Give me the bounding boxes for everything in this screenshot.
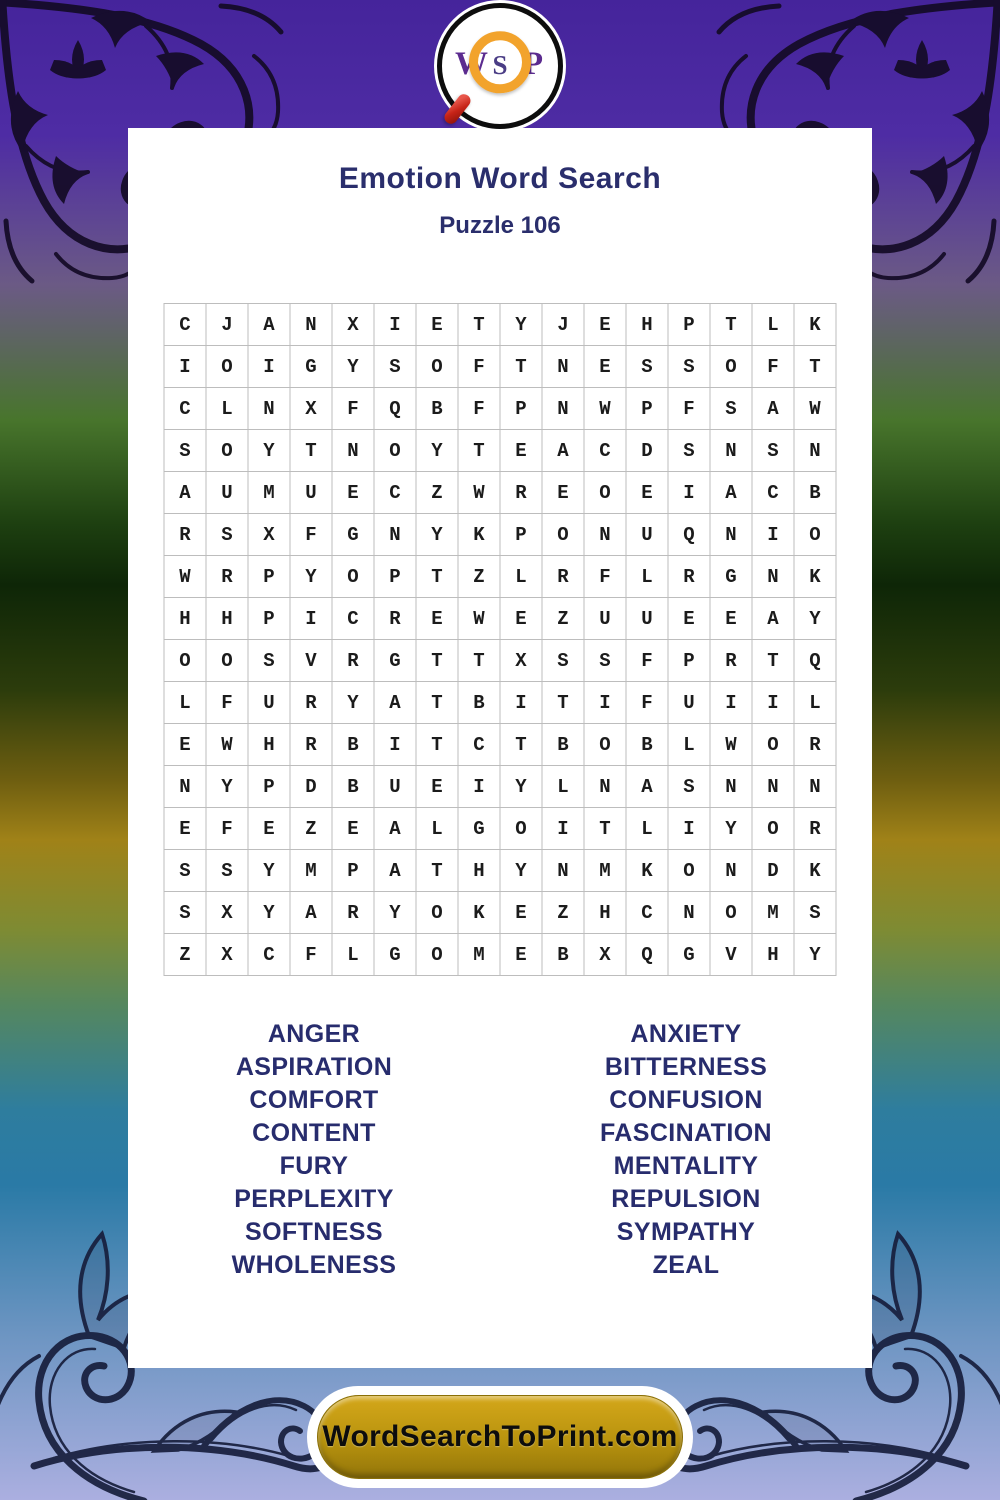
grid-cell: T	[501, 346, 543, 388]
grid-cell: Y	[711, 808, 753, 850]
grid-cell: E	[501, 934, 543, 976]
grid-cell: S	[543, 640, 585, 682]
grid-cell: F	[291, 514, 333, 556]
grid-cell: F	[333, 388, 375, 430]
grid-cell: L	[207, 388, 249, 430]
grid-cell: A	[375, 808, 417, 850]
grid-cell: T	[501, 724, 543, 766]
grid-cell: H	[627, 304, 669, 346]
magnifier-handle-icon	[442, 92, 473, 127]
grid-cell: J	[207, 304, 249, 346]
grid-cell: K	[795, 850, 837, 892]
grid-cell: X	[249, 514, 291, 556]
grid-cell: O	[333, 556, 375, 598]
grid-cell: I	[753, 514, 795, 556]
site-link[interactable]: WordSearchToPrint.com	[322, 1420, 678, 1453]
grid-cell: N	[585, 766, 627, 808]
grid-cell: S	[207, 514, 249, 556]
grid-cell: U	[627, 598, 669, 640]
grid-cell: N	[711, 850, 753, 892]
grid-cell: F	[459, 346, 501, 388]
grid-cell: R	[375, 598, 417, 640]
grid-cell: G	[669, 934, 711, 976]
grid-cell: T	[753, 640, 795, 682]
grid-cell: K	[795, 304, 837, 346]
grid-cell: E	[711, 598, 753, 640]
grid-cell: O	[207, 346, 249, 388]
grid-cell: N	[165, 766, 207, 808]
grid-cell: H	[249, 724, 291, 766]
grid-cell: H	[165, 598, 207, 640]
grid-cell: V	[291, 640, 333, 682]
grid-cell: G	[291, 346, 333, 388]
word-item: REPULSION	[611, 1185, 761, 1213]
grid-cell: R	[207, 556, 249, 598]
grid-cell: C	[627, 892, 669, 934]
grid-cell: S	[795, 892, 837, 934]
grid-cell: C	[375, 472, 417, 514]
grid-cell: O	[501, 808, 543, 850]
grid-cell: E	[669, 598, 711, 640]
word-item: BITTERNESS	[604, 1053, 768, 1081]
grid-cell: T	[459, 430, 501, 472]
grid-cell: P	[669, 640, 711, 682]
grid-cell: L	[753, 304, 795, 346]
grid-cell: O	[711, 892, 753, 934]
grid-cell: O	[417, 934, 459, 976]
grid-cell: N	[753, 556, 795, 598]
grid-cell: T	[417, 682, 459, 724]
grid-cell: G	[375, 640, 417, 682]
grid-cell: L	[417, 808, 459, 850]
grid-cell: R	[291, 682, 333, 724]
grid-cell: T	[459, 640, 501, 682]
grid-cell: O	[711, 346, 753, 388]
grid-cell: Y	[501, 304, 543, 346]
grid-cell: P	[249, 766, 291, 808]
grid-cell: P	[333, 850, 375, 892]
grid-cell: Y	[249, 850, 291, 892]
grid-cell: T	[417, 724, 459, 766]
grid-cell: X	[291, 388, 333, 430]
grid-cell: P	[669, 304, 711, 346]
grid-cell: A	[291, 892, 333, 934]
grid-cell: N	[543, 346, 585, 388]
grid-cell: E	[417, 766, 459, 808]
footer-banner-pill[interactable]	[317, 1395, 683, 1479]
grid-cell: K	[627, 850, 669, 892]
grid-cell: W	[459, 598, 501, 640]
grid-cell: K	[459, 892, 501, 934]
word-item: WHOLENESS	[231, 1251, 397, 1279]
grid-cell: I	[375, 724, 417, 766]
grid-cell: U	[375, 766, 417, 808]
grid-cell: X	[585, 934, 627, 976]
grid-cell: O	[375, 430, 417, 472]
grid-cell: I	[585, 682, 627, 724]
grid-cell: B	[459, 682, 501, 724]
grid-cell: X	[501, 640, 543, 682]
grid-cell: C	[459, 724, 501, 766]
word-item: CONFUSION	[609, 1086, 763, 1114]
grid-cell: E	[543, 472, 585, 514]
grid-cell: W	[795, 388, 837, 430]
grid-cell: F	[627, 682, 669, 724]
grid-cell: L	[501, 556, 543, 598]
grid-cell: L	[165, 682, 207, 724]
grid-cell: B	[543, 724, 585, 766]
grid-cell: R	[795, 808, 837, 850]
grid-cell: I	[543, 808, 585, 850]
grid-cell: H	[753, 934, 795, 976]
wsp-logo	[437, 3, 563, 129]
grid-cell: B	[795, 472, 837, 514]
logo-letter-s: S	[492, 50, 508, 80]
grid-cell: N	[753, 766, 795, 808]
grid-cell: N	[711, 430, 753, 472]
grid-cell: M	[459, 934, 501, 976]
grid-cell: T	[585, 808, 627, 850]
word-item: MENTALITY	[613, 1152, 759, 1180]
grid-cell: W	[165, 556, 207, 598]
grid-cell: F	[585, 556, 627, 598]
grid-cell: B	[543, 934, 585, 976]
grid-cell: O	[417, 346, 459, 388]
grid-cell: E	[417, 304, 459, 346]
word-list-left	[128, 1018, 500, 1282]
grid-cell: O	[207, 640, 249, 682]
grid-cell: T	[543, 682, 585, 724]
grid-cell: M	[291, 850, 333, 892]
grid-cell: L	[543, 766, 585, 808]
grid-cell: Y	[249, 892, 291, 934]
grid-cell: A	[753, 598, 795, 640]
grid-cell: E	[501, 598, 543, 640]
grid-cell: T	[795, 346, 837, 388]
grid-cell: N	[669, 892, 711, 934]
grid-cell: X	[207, 892, 249, 934]
grid-cell: Z	[417, 472, 459, 514]
grid-cell: Q	[795, 640, 837, 682]
grid-cell: E	[501, 430, 543, 472]
grid-cell: Y	[333, 346, 375, 388]
grid-cell: R	[543, 556, 585, 598]
grid-cell: U	[627, 514, 669, 556]
grid-cell: E	[165, 808, 207, 850]
grid-cell: N	[375, 514, 417, 556]
grid-cell: N	[795, 766, 837, 808]
word-item: PERPLEXITY	[234, 1185, 394, 1213]
grid-cell: O	[207, 430, 249, 472]
grid-cell: G	[459, 808, 501, 850]
grid-cell: U	[669, 682, 711, 724]
grid-cell: Y	[501, 766, 543, 808]
grid-cell: D	[291, 766, 333, 808]
grid-cell: O	[543, 514, 585, 556]
grid-cell: I	[375, 304, 417, 346]
grid-cell: Y	[375, 892, 417, 934]
grid-cell: N	[249, 388, 291, 430]
grid-cell: W	[459, 472, 501, 514]
grid-cell: H	[585, 892, 627, 934]
grid-cell: I	[669, 808, 711, 850]
grid-cell: I	[459, 766, 501, 808]
grid-cell: S	[753, 430, 795, 472]
grid-cell: A	[543, 430, 585, 472]
grid-cell: N	[585, 514, 627, 556]
word-item: ASPIRATION	[235, 1053, 393, 1081]
grid-cell: Y	[333, 682, 375, 724]
grid-cell: E	[585, 346, 627, 388]
grid-cell: B	[417, 388, 459, 430]
grid-cell: B	[627, 724, 669, 766]
grid-cell: O	[585, 472, 627, 514]
word-item: SOFTNESS	[245, 1218, 383, 1246]
grid-cell: S	[165, 850, 207, 892]
page-title: Emotion Word Search	[338, 162, 662, 195]
word-item: ZEAL	[652, 1251, 720, 1279]
grid-cell: M	[249, 472, 291, 514]
word-item: ANGER	[267, 1020, 361, 1048]
grid-cell: A	[165, 472, 207, 514]
grid-cell: I	[165, 346, 207, 388]
grid-cell: R	[501, 472, 543, 514]
grid-cell: C	[333, 598, 375, 640]
grid-cell: N	[711, 766, 753, 808]
grid-cell: C	[753, 472, 795, 514]
grid-cell: L	[669, 724, 711, 766]
grid-cell: T	[417, 850, 459, 892]
grid-cell: S	[375, 346, 417, 388]
grid-cell: E	[417, 598, 459, 640]
logo-letter-w: W	[455, 46, 488, 82]
grid-cell: G	[711, 556, 753, 598]
grid-cell: N	[333, 430, 375, 472]
word-grid	[164, 303, 837, 976]
grid-cell: U	[207, 472, 249, 514]
puzzle-card	[128, 128, 872, 1368]
grid-cell: K	[459, 514, 501, 556]
grid-cell: E	[165, 724, 207, 766]
grid-cell: N	[711, 514, 753, 556]
grid-cell: S	[669, 430, 711, 472]
grid-cell: S	[249, 640, 291, 682]
grid-cell: A	[375, 682, 417, 724]
grid-cell: Q	[669, 514, 711, 556]
grid-cell: E	[627, 472, 669, 514]
grid-cell: S	[165, 892, 207, 934]
grid-cell: S	[669, 346, 711, 388]
word-item: SYMPATHY	[616, 1218, 756, 1246]
word-item: CONTENT	[252, 1119, 376, 1147]
word-list	[128, 1018, 872, 1282]
grid-cell: A	[249, 304, 291, 346]
grid-cell: W	[207, 724, 249, 766]
footer-banner[interactable]	[307, 1386, 693, 1488]
grid-cell: R	[291, 724, 333, 766]
grid-cell: B	[333, 766, 375, 808]
word-list-right	[500, 1018, 872, 1282]
grid-cell: T	[291, 430, 333, 472]
grid-cell: O	[165, 640, 207, 682]
grid-cell: Y	[249, 430, 291, 472]
grid-cell: Z	[543, 892, 585, 934]
word-item: COMFORT	[249, 1086, 379, 1114]
grid-cell: I	[501, 682, 543, 724]
grid-cell: Y	[417, 514, 459, 556]
grid-cell: S	[627, 346, 669, 388]
grid-cell: Y	[501, 850, 543, 892]
grid-cell: T	[417, 556, 459, 598]
grid-cell: A	[711, 472, 753, 514]
grid-cell: T	[459, 304, 501, 346]
word-item: FASCINATION	[600, 1119, 772, 1147]
grid-cell: W	[711, 724, 753, 766]
grid-cell: E	[501, 892, 543, 934]
magnifier-icon	[469, 31, 531, 93]
grid-cell: A	[375, 850, 417, 892]
grid-cell: O	[585, 724, 627, 766]
grid-cell: H	[207, 598, 249, 640]
grid-cell: E	[249, 808, 291, 850]
grid-cell: E	[585, 304, 627, 346]
grid-cell: Y	[207, 766, 249, 808]
grid-cell: P	[249, 598, 291, 640]
grid-cell: I	[669, 472, 711, 514]
grid-cell: Z	[165, 934, 207, 976]
grid-cell: O	[795, 514, 837, 556]
grid-cell: L	[627, 808, 669, 850]
grid-cell: R	[711, 640, 753, 682]
logo-letter-p: P	[522, 46, 543, 82]
grid-cell: N	[543, 850, 585, 892]
grid-cell: M	[585, 850, 627, 892]
grid-cell: S	[711, 388, 753, 430]
grid-cell: G	[333, 514, 375, 556]
grid-cell: F	[207, 808, 249, 850]
grid-cell: B	[333, 724, 375, 766]
grid-cell: E	[333, 808, 375, 850]
grid-cell: X	[207, 934, 249, 976]
grid-cell: Y	[291, 556, 333, 598]
grid-cell: R	[333, 640, 375, 682]
grid-cell: C	[585, 430, 627, 472]
grid-cell: I	[291, 598, 333, 640]
grid-cell: Z	[543, 598, 585, 640]
grid-cell: Y	[417, 430, 459, 472]
grid-cell: M	[753, 892, 795, 934]
grid-cell: Q	[375, 388, 417, 430]
grid-cell: W	[585, 388, 627, 430]
grid-cell: N	[543, 388, 585, 430]
grid-cell: Q	[627, 934, 669, 976]
grid-cell: O	[417, 892, 459, 934]
grid-cell: Z	[291, 808, 333, 850]
grid-cell: V	[711, 934, 753, 976]
grid-cell: G	[375, 934, 417, 976]
grid-cell: D	[753, 850, 795, 892]
grid-cell: P	[627, 388, 669, 430]
grid-cell: F	[291, 934, 333, 976]
grid-cell: J	[543, 304, 585, 346]
grid-cell: C	[165, 304, 207, 346]
grid-cell: U	[249, 682, 291, 724]
grid-cell: U	[585, 598, 627, 640]
puzzle-number: Puzzle 106	[439, 212, 561, 239]
grid-cell: F	[669, 388, 711, 430]
grid-cell: P	[375, 556, 417, 598]
grid-cell: U	[291, 472, 333, 514]
grid-cell: F	[207, 682, 249, 724]
grid-cell: P	[501, 388, 543, 430]
grid-cell: F	[459, 388, 501, 430]
grid-cell: I	[249, 346, 291, 388]
grid-cell: X	[333, 304, 375, 346]
grid-cell: Y	[795, 934, 837, 976]
grid-cell: A	[627, 766, 669, 808]
grid-cell: P	[501, 514, 543, 556]
grid-cell: D	[627, 430, 669, 472]
grid-cell: S	[585, 640, 627, 682]
grid-cell: S	[669, 766, 711, 808]
grid-cell: P	[249, 556, 291, 598]
grid-cell: L	[333, 934, 375, 976]
grid-cell: K	[795, 556, 837, 598]
grid-cell: O	[753, 724, 795, 766]
grid-cell: C	[249, 934, 291, 976]
word-item: FURY	[279, 1152, 349, 1180]
grid-cell: L	[627, 556, 669, 598]
word-item: ANXIETY	[630, 1020, 742, 1048]
grid-cell: I	[711, 682, 753, 724]
grid-cell: F	[753, 346, 795, 388]
grid-cell: S	[207, 850, 249, 892]
grid-cell: C	[165, 388, 207, 430]
grid-cell: Z	[459, 556, 501, 598]
grid-cell: L	[795, 682, 837, 724]
grid-cell: Y	[795, 598, 837, 640]
grid-cell: N	[291, 304, 333, 346]
grid-cell: R	[165, 514, 207, 556]
grid-cell: O	[753, 808, 795, 850]
grid-cell: O	[669, 850, 711, 892]
grid-cell: R	[669, 556, 711, 598]
grid-cell: R	[795, 724, 837, 766]
grid-cell: S	[165, 430, 207, 472]
grid-cell: E	[333, 472, 375, 514]
grid-cell: A	[753, 388, 795, 430]
grid-cell: F	[627, 640, 669, 682]
grid-cell: H	[459, 850, 501, 892]
grid-cell: T	[711, 304, 753, 346]
grid-cell: R	[333, 892, 375, 934]
grid-cell: T	[417, 640, 459, 682]
grid-cell: N	[795, 430, 837, 472]
grid-cell: I	[753, 682, 795, 724]
